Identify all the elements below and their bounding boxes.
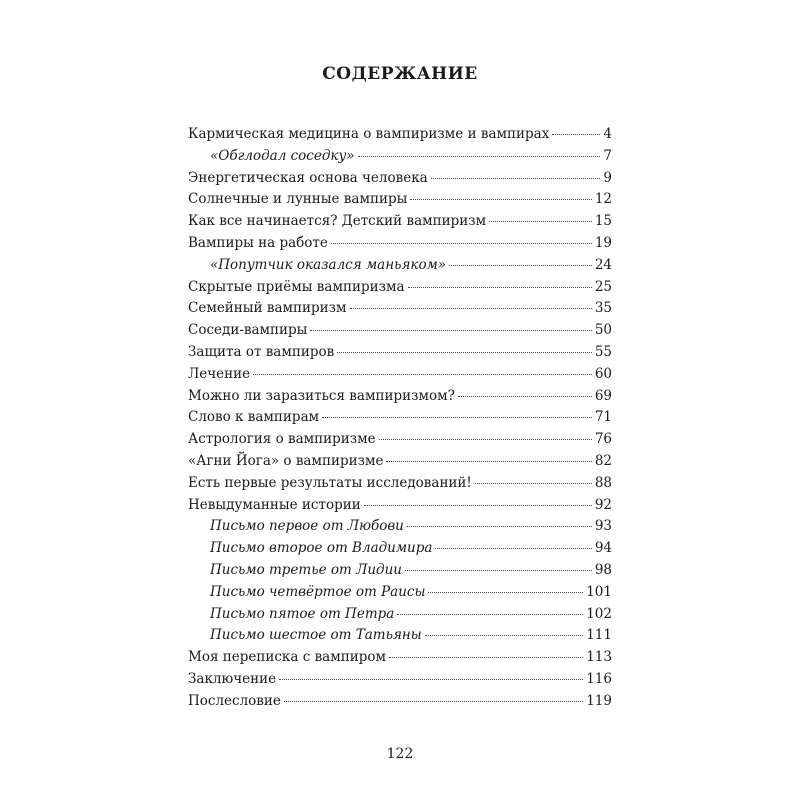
toc-leader-dots: [431, 178, 601, 179]
toc-entry-title: Как все начинается? Детский вампиризм: [188, 213, 487, 230]
toc-entry-title: Невыдуманные истории: [188, 496, 361, 513]
toc-leader-dots: [310, 330, 591, 331]
toc-entry-page: 69: [594, 387, 612, 404]
toc-entry-page: 71: [594, 409, 612, 426]
toc-entry-title: Письмо первое от Любови: [210, 518, 404, 535]
toc-entry: [188, 604, 612, 626]
toc-entry-page: 50: [594, 322, 612, 339]
toc-entry-page: 60: [594, 365, 612, 382]
toc-entry: [188, 495, 612, 517]
toc-entry-title: Защита от вампиров: [188, 343, 335, 360]
toc-entry: [188, 364, 612, 386]
toc-entry-page: 35: [594, 300, 612, 317]
toc-entry-title: Астрология о вампиризме: [188, 431, 376, 448]
toc-entry: [188, 625, 612, 647]
toc-entry-page: 102: [586, 605, 612, 622]
toc-entry: [188, 691, 612, 713]
toc-entry-page: 4: [603, 126, 612, 142]
toc-leader-dots: [331, 243, 592, 244]
toc-entry-title: Лечение: [188, 365, 251, 382]
toc-entry-title: Есть первые результаты исследований!: [188, 474, 472, 491]
toc-entry-page: 76: [594, 431, 612, 448]
toc-leader-dots: [279, 679, 583, 680]
toc-leader-dots: [364, 505, 592, 506]
toc-entry: [188, 473, 612, 495]
toc-leader-dots: [337, 352, 592, 353]
toc-entry-page: 15: [594, 213, 612, 230]
toc-leader-dots: [284, 701, 583, 702]
toc-leader-dots: [358, 156, 601, 157]
toc-leader-dots: [475, 483, 592, 484]
toc-entry-title: Послесловие: [188, 692, 281, 709]
toc-entry: [188, 233, 612, 255]
toc-entry: [188, 560, 612, 582]
toc-entry-page: 7: [603, 147, 612, 164]
toc-leader-dots: [253, 374, 592, 375]
toc-leader-dots: [389, 657, 583, 658]
toc-entry-page: 55: [594, 343, 612, 360]
toc-entry-title: Слово к вампирам: [188, 409, 320, 426]
toc-entry: [188, 407, 612, 429]
toc-leader-dots: [379, 439, 592, 440]
toc-entry: [188, 582, 612, 604]
toc-entry-page: 92: [594, 496, 612, 513]
toc-entry: [188, 429, 612, 451]
toc-leader-dots: [408, 287, 592, 288]
toc-entry: [188, 255, 612, 277]
toc-entry-page: 82: [594, 452, 612, 469]
toc-entry: [188, 211, 612, 233]
toc-entry-page: 12: [594, 191, 612, 208]
toc-entry: [188, 320, 612, 342]
toc-entry: [188, 516, 612, 538]
toc-entry-title: Письмо второе от Владимира: [210, 540, 433, 557]
toc-leader-dots: [350, 308, 592, 309]
toc-entry: [188, 146, 612, 168]
toc-leader-dots: [322, 417, 592, 418]
toc-entry-title: Моя переписка с вампиром: [188, 649, 386, 666]
table-of-contents: [188, 124, 612, 713]
toc-entry: [188, 342, 612, 364]
toc-entry-page: 9: [603, 169, 612, 186]
toc-entry-page: 101: [586, 583, 612, 600]
toc-entry-title: Письмо пятое от Петра: [210, 605, 395, 622]
toc-leader-dots: [405, 570, 592, 571]
toc-entry-title: Можно ли заразиться вампиризмом?: [188, 387, 455, 404]
toc-entry-title: Заключение: [188, 670, 277, 687]
toc-entry-title: «Агни Йога» о вампиризме: [188, 452, 384, 469]
toc-entry: [188, 189, 612, 211]
toc-leader-dots: [489, 221, 592, 222]
toc-leader-dots: [435, 548, 591, 549]
toc-entry: [188, 451, 612, 473]
toc-entry-page: 24: [594, 256, 612, 273]
toc-entry: [188, 298, 612, 320]
toc-entry-title: Кармическая медицина о вампиризме и вампирах: [188, 126, 550, 142]
toc-entry-title: Письмо четвёртое от Раисы: [210, 583, 426, 600]
toc-entry-page: 98: [594, 561, 612, 578]
toc-entry-page: 94: [594, 540, 612, 557]
toc-entry-title: Вампиры на работе: [188, 234, 328, 251]
toc-leader-dots: [458, 396, 592, 397]
toc-entry: [188, 124, 612, 146]
toc-entry-page: 93: [594, 518, 612, 535]
toc-entry: [188, 647, 612, 669]
toc-leader-dots: [552, 134, 600, 135]
toc-entry-page: 25: [594, 278, 612, 295]
page-number: 122: [386, 746, 414, 762]
toc-leader-dots: [428, 592, 583, 593]
toc-leader-dots: [449, 265, 592, 266]
toc-entry: [188, 538, 612, 560]
toc-entry: [188, 386, 612, 408]
page-title: СОДЕРЖАНИЕ: [322, 64, 478, 84]
toc-entry-title: Солнечные и лунные вампиры: [188, 191, 408, 208]
toc-entry-page: 111: [586, 627, 612, 644]
toc-entry-page: 113: [586, 649, 612, 666]
toc-entry-title: Скрытые приёмы вампиризма: [188, 278, 405, 295]
toc-leader-dots: [425, 635, 583, 636]
toc-entry-title: Письмо третье от Лидии: [210, 561, 402, 578]
toc-entry-page: 116: [586, 670, 612, 687]
toc-entry-page: 88: [594, 474, 612, 491]
toc-leader-dots: [397, 614, 583, 615]
toc-entry: [188, 168, 612, 190]
toc-entry-title: «Обглодал соседку»: [210, 147, 355, 164]
toc-entry-title: Письмо шестое от Татьяны: [210, 627, 422, 644]
toc-entry-page: 119: [586, 692, 612, 709]
toc-entry-title: Семейный вампиризм: [188, 300, 347, 317]
toc-entry-title: Соседи-вампиры: [188, 322, 308, 339]
toc-entry-title: «Попутчик оказался маньяком»: [210, 256, 447, 273]
toc-leader-dots: [386, 461, 591, 462]
toc-entry-page: 19: [594, 234, 612, 251]
toc-leader-dots: [410, 199, 591, 200]
toc-entry-title: Энергетическая основа человека: [188, 169, 428, 186]
toc-entry: [188, 277, 612, 299]
toc-leader-dots: [407, 526, 592, 527]
toc-entry: [188, 669, 612, 691]
